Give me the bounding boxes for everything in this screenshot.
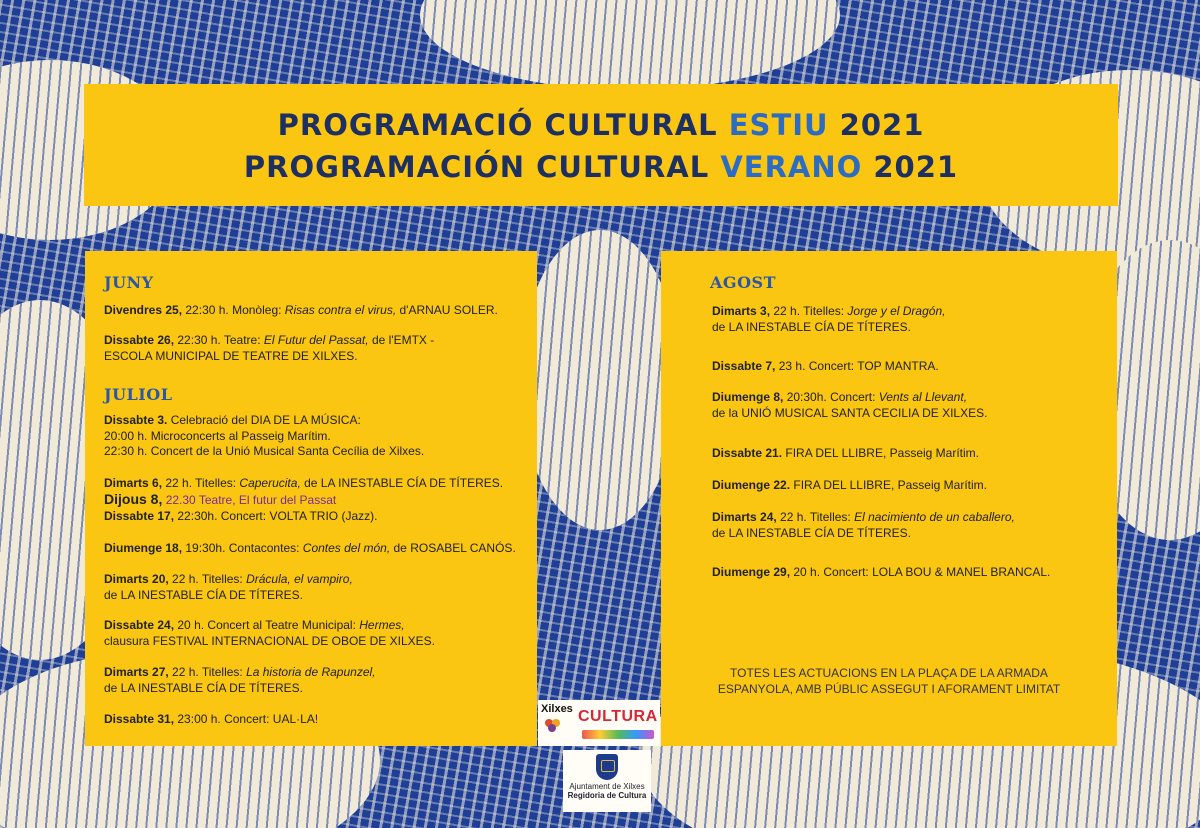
event-item: Diumenge 8, 20:30h. Concert: Vents al Llevant, de la UNIÓ MUSICAL SANTA CECILIA DE XILXES. xyxy=(712,390,988,420)
event-item: Dissabte 7, 23 h. Concert: TOP MANTRA. xyxy=(712,359,939,373)
color-strip xyxy=(582,730,654,739)
title-banner xyxy=(84,84,1118,206)
month-agost: AGOST xyxy=(710,273,776,292)
event-item: Dimarts 3, 22 h. Titelles: Jorge y el Dragón, de LA INESTABLE CÍA DE TÍTERES. xyxy=(712,304,946,334)
event-item: Dissabte 24, 20 h. Concert al Teatre Municipal: Hermes, clausura FESTIVAL INTERNACIONAL DE OBOE DE XILXES. xyxy=(104,618,435,648)
event-item: Dijous 8, 22.30 Teatre, El futur del Passat xyxy=(104,491,337,507)
cultura-logo: Xilxes CULTURA xyxy=(538,700,660,746)
event-item: Dimarts 27, 22 h. Titelles: La historia de Rapunzel, de LA INESTABLE CÍA DE TÍTERES. xyxy=(104,665,376,695)
venue-note: TOTES LES ACTUACIONS EN LA PLAÇA DE LA ARMADA ESPANYOLA, AMB PÚBLIC ASSEGUT I AFORAMENT LIMITAT xyxy=(717,666,1061,696)
title-spanish: PROGRAMACIÓN CULTURAL VERANO 2021 xyxy=(243,150,959,184)
ayuntamiento-logo: Ajuntament de Xilxes Regidoria de Cultura xyxy=(563,750,651,812)
event-item: Dissabte 21. FIRA DEL LLIBRE, Passeig Marítim. xyxy=(712,446,979,460)
event-item: Dissabte 26, 22:30 h. Teatre: El Futur del Passat, de l'EMTX - ESCOLA MUNICIPAL DE TEATRE DE XILXES. xyxy=(104,333,435,363)
event-item: Diumenge 18, 19:30h. Contacontes: Contes del món, de ROSABEL CANÓS. xyxy=(104,541,516,555)
coat-of-arms-icon xyxy=(596,754,618,780)
flower-icon xyxy=(544,718,562,732)
event-item: Dissabte 3. Celebració del DIA DE LA MÚSICA: 20:00 h. Microconcerts al Passeig Marítim. 22:30 h. Concert de la Unió Musical Santa Cecília de Xilxes. xyxy=(104,413,425,458)
event-item: Dimarts 20, 22 h. Titelles: Drácula, el vampiro, de LA INESTABLE CÍA DE TÍTERES. xyxy=(104,572,353,602)
event-item: Dimarts 24, 22 h. Titelles: El nacimiento de un caballero, de LA INESTABLE CÍA DE TÍTERES. xyxy=(712,510,1015,540)
title-catalan: PROGRAMACIÓ CULTURAL ESTIU 2021 xyxy=(277,108,925,142)
event-item: Dissabte 31, 23:00 h. Concert: UAL·LA! xyxy=(104,712,319,726)
event-item: Diumenge 22. FIRA DEL LLIBRE, Passeig Marítim. xyxy=(712,478,987,492)
august-panel xyxy=(661,251,1117,746)
month-juny: JUNY xyxy=(104,273,154,292)
event-item: Diumenge 29, 20 h. Concert: LOLA BOU & MANEL BRANCAL. xyxy=(712,565,1051,579)
event-item: Dissabte 17, 22:30h. Concert: VOLTA TRIO (Jazz). xyxy=(104,509,378,523)
june-july-panel xyxy=(85,251,537,746)
event-item: Dimarts 6, 22 h. Titelles: Caperucita, de LA INESTABLE CÍA DE TÍTERES. xyxy=(104,476,504,490)
event-item: Divendres 25, 22:30 h. Monòleg: Risas contra el virus, d'ARNAU SOLER. xyxy=(104,303,498,317)
month-juliol: JULIOL xyxy=(104,385,173,404)
